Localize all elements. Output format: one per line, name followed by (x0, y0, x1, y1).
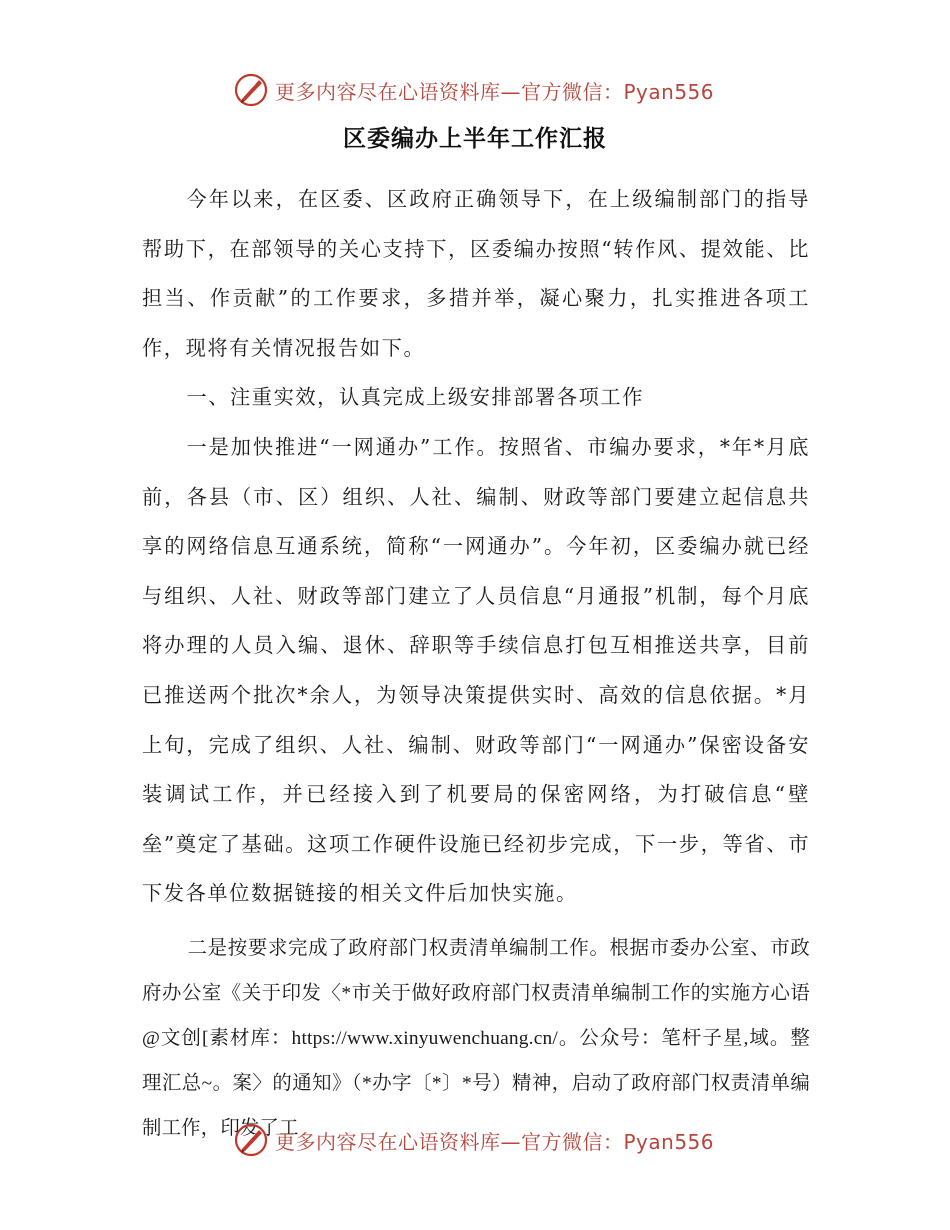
paragraph-item-2: 二是按要求完成了政府部门权责清单编制工作。根据市委办公室、市政府办公室《关于印发〈*市关于做好政府部门权责清单编制工作的实施方心语@文创[素材库：https://www.xinyuwenchuang.cn/。公众号：笔杆子星,域。整理汇总~。案〉的通知》（*办字〔*〕*号）精神，启动了政府部门权责清单编制工作，印发了工 (142, 937, 810, 1139)
quill-pen-logo-icon (233, 1122, 269, 1158)
document-body (142, 175, 810, 1151)
quill-pen-logo-icon (233, 72, 269, 108)
section-heading-1: 一、注重实效，认真完成上级安排部署各项工作 (186, 385, 644, 410)
footer-banner (233, 1120, 714, 1160)
footer-banner-text: 更多内容尽在心语资料库—官方微信：Pyan556 (275, 1129, 715, 1154)
header-banner-text: 更多内容尽在心语资料库—官方微信：Pyan556 (275, 79, 715, 104)
header-banner (233, 70, 714, 110)
paragraph-intro: 今年以来，在区委、区政府正确领导下，在上级编制部门的指导帮助下，在部领导的关心支持下，区委编办按照“转作风、提效能、比担当、作贡献”的工作要求，多措并举，凝心聚力，扎实推进各项工作，现将有关情况报告如下。 (142, 187, 810, 360)
document-title: 区委编办上半年工作汇报 (343, 126, 607, 152)
paragraph-item-1: 一是加快推进“一网通办”工作。按照省、市编办要求，*年*月底前，各县（市、区）组织、人社、编制、财政等部门要建立起信息共享的网络信息互通系统，简称“一网通办”。今年初，区委编办就已经与组织、人社、财政等部门建立了人员信息“月通报”机制，每个月底将办理的人员入编、退休、辞职等手续信息打包互相推送共享，目前已推送两个批次*余人，为领导决策提供实时、高效的信息依据。*月上旬，完成了组织、人社、编制、财政等部门“一网通办”保密设备安装调试工作，并已经接入到了机要局的保密网络，为打破信息“壁垒”奠定了基础。这项工作硬件设施已经初步完成，下一步，等省、市下发各单位数据链接的相关文件后加快实施。 (142, 434, 810, 906)
